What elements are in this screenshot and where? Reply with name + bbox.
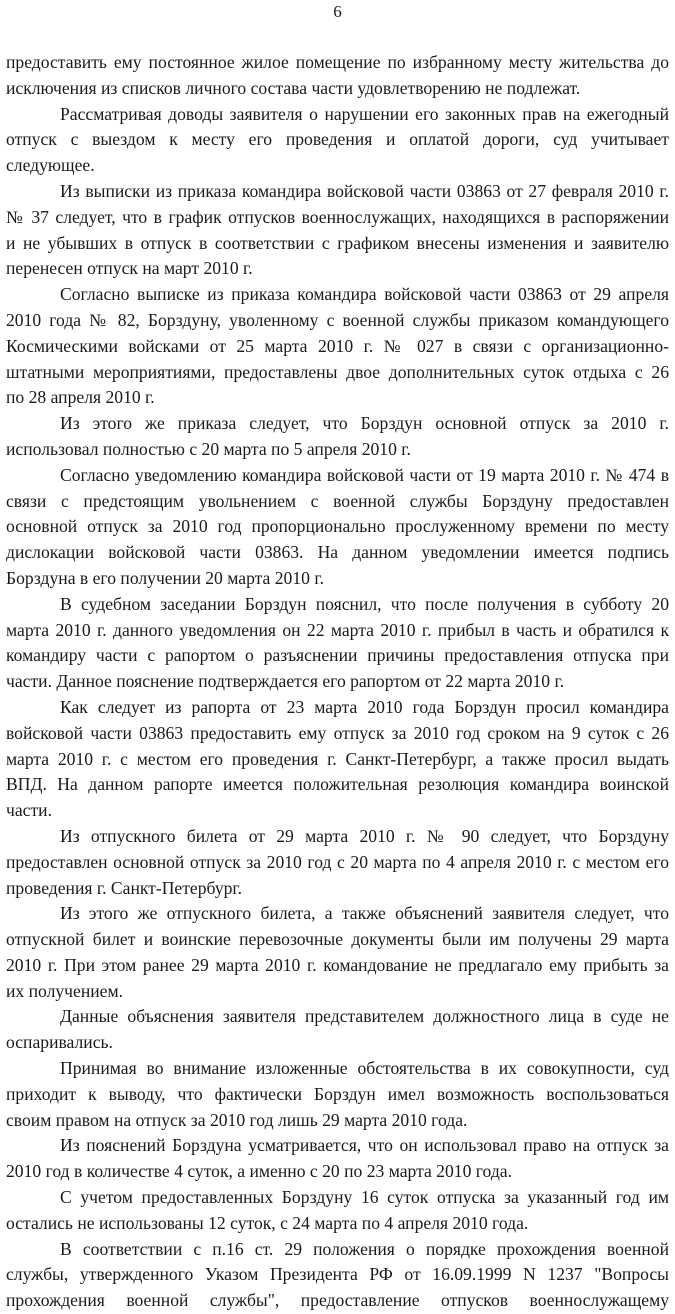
paragraph [6, 1185, 669, 1237]
paragraph [6, 411, 669, 463]
text-line: дислокации войсковой части 03863. На данном уведомлении имеется подпись [6, 542, 669, 563]
text-line: связи с предстоящим увольнением с военной службы Борздуну предоставлен [6, 490, 669, 511]
text-line: и не убывших в отпуск в соответствии с графиком внесены изменения и заявителю [6, 232, 669, 253]
text-line: службы, утвержденного Указом Президента РФ от 16.09.1999 N 1237 "Вопросы [6, 1264, 669, 1285]
paragraph [6, 901, 669, 1004]
text-line: командиру части с рапортом о разъяснении причины предоставления отпуска при [6, 645, 669, 666]
text-line: предоставлен основной отпуск за 2010 год с 20 марта по 4 апреля 2010 г. с местом его [6, 851, 669, 872]
text-line: Принимая во внимание изложенные обстоятельства в их совокупности, суд [60, 1058, 669, 1079]
text-line: 2010 год в количестве 4 суток, а именно с 20 по 23 марта 2010 года. [6, 1161, 512, 1182]
text-line: остались не использованы 12 суток, с 24 марта по 4 апреля 2010 года. [6, 1212, 529, 1233]
text-line: по 28 апреля 2010 г. [6, 387, 155, 408]
text-line: войсковой части 03863 предоставить ему отпуск за 2010 год сроком на 9 суток с 26 [6, 722, 669, 743]
text-line: отпуск с выездом к месту его проведения и оплатой дороги, суд учитывает [6, 129, 669, 150]
text-line: Из пояснений Борздуна усматривается, что он использовал право на отпуск за [60, 1135, 669, 1156]
text-line: Согласно выписке из приказа командира войсковой части 03863 от 29 апреля [60, 284, 669, 305]
text-line: ВПД. На данном рапорте имеется положительная резолюция командира воинской [6, 774, 669, 795]
text-line: Борздуна в его получении 20 марта 2010 г. [6, 567, 324, 588]
text-line: Данные объяснения заявителя представителем должностного лица в суде не [60, 1006, 669, 1027]
text-line: Космическими войсками от 25 марта 2010 г. № 027 в связи с организационно- [6, 335, 669, 356]
text-line: Из этого же отпускного билета, а также объяснений заявителя следует, что [60, 903, 669, 924]
text-line: Как следует из рапорта от 23 марта 2010 года Борздун просил командира [60, 696, 669, 717]
paragraph [6, 1004, 669, 1056]
paragraph [6, 695, 669, 824]
text-line: использовал полностью с 20 марта по 5 апреля 2010 г. [6, 438, 411, 459]
text-line: следующее. [6, 155, 95, 176]
text-line: 2010 года № 82, Борздуну, уволенному с военной службы приказом командующего [6, 309, 669, 330]
paragraph [6, 1237, 669, 1314]
text-line: приходит к выводу, что фактически Борздун имел возможность воспользоваться [6, 1083, 669, 1104]
text-line: Из выписки из приказа командира войсковой части 03863 от 27 февраля 2010 г. [60, 180, 669, 201]
text-line: В судебном заседании Борздун пояснил, что после получения в субботу 20 [60, 593, 669, 614]
text-line: оспаривались. [6, 1032, 113, 1053]
text-line: перенесен отпуск на март 2010 г. [6, 258, 253, 279]
text-line: части. Данное пояснение подтверждается его рапортом от 22 марта 2010 г. [6, 671, 565, 692]
text-line: штатными мероприятиями, предоставлены двое дополнительных суток отдыха с 26 [6, 361, 669, 382]
document-body [6, 50, 669, 1314]
text-line: марта 2010 г. с местом его проведения г. Санкт-Петербург, а также просил выдать [6, 748, 669, 769]
text-line: отпускной билет и воинские перевозочные документы были им получены 29 марта [6, 929, 669, 950]
text-line: предоставить ему постоянное жилое помещение по избранному месту жительства до [6, 52, 669, 72]
text-line: В соответствии с п.16 ст. 29 положения о порядке прохождения военной [60, 1238, 669, 1259]
text-line: проведения г. Санкт-Петербург. [6, 877, 243, 898]
text-line: своим правом на отпуск за 2010 год лишь 29 марта 2010 года. [6, 1109, 468, 1130]
paragraph [6, 824, 669, 901]
text-line: С учетом предоставленных Борздуну 16 суток отпуска за указанный год им [60, 1187, 669, 1208]
paragraph [6, 1056, 669, 1133]
text-line: прохождения военной службы", предоставление отпусков военнослужащему [6, 1290, 669, 1311]
text-line: их получением. [6, 980, 123, 1001]
paragraph [6, 1133, 669, 1185]
text-line: Из отпускного билета от 29 марта 2010 г. № 90 следует, что Борздуну [60, 825, 669, 846]
paragraph [6, 592, 669, 695]
paragraph [6, 50, 669, 102]
paragraph [6, 282, 669, 411]
paragraph [6, 179, 669, 282]
text-line: Из этого же приказа следует, что Борздун основной отпуск за 2010 г. [60, 413, 669, 434]
paragraph [6, 463, 669, 592]
text-line: марта 2010 г. данного уведомления он 22 марта 2010 г. прибыл в часть и обратился к [6, 619, 669, 640]
text-line: Рассматривая доводы заявителя о нарушении его законных прав на ежегодный [60, 103, 669, 124]
text-line: части. [6, 800, 52, 821]
paragraph [6, 102, 669, 179]
text-line: 2010 г. При этом ранее 29 марта 2010 г. командование не предлагало ему прибыть за [6, 954, 669, 975]
text-line: Согласно уведомлению командира войсковой части от 19 марта 2010 г. № 474 в [60, 464, 669, 485]
text-line: исключения из списков личного состава части удовлетворению не подлежат. [6, 77, 581, 98]
text-line: основной отпуск за 2010 год пропорционально прослуженному времени по месту [6, 516, 669, 537]
page-number: 6 [333, 2, 342, 21]
text-line: № 37 следует, что в график отпусков военнослужащих, находящихся в распоряжении [6, 206, 669, 227]
